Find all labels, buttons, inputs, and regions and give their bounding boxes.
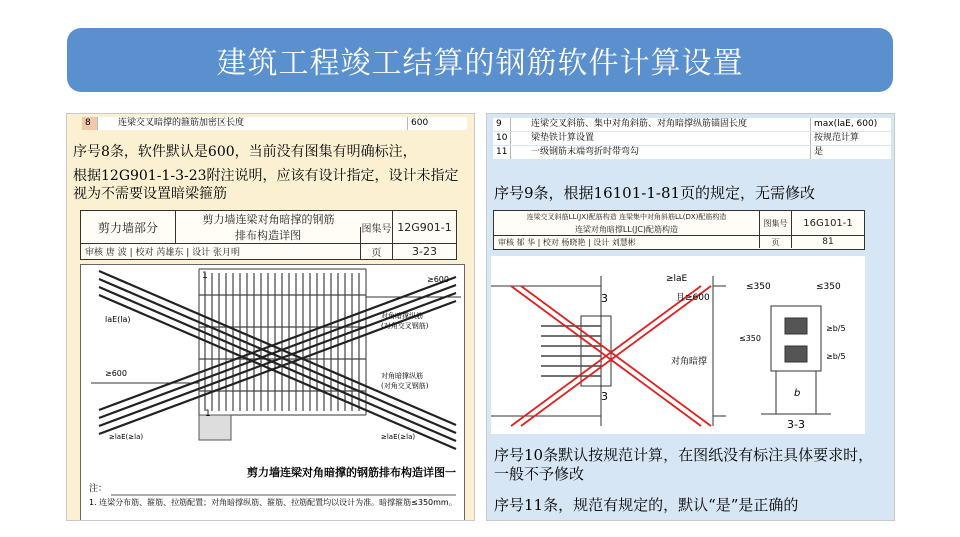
anchor-length-top: laE(la) [105,315,131,324]
description-10: 序号10条默认按规范计算，在图纸没有标注具体要求时，一般不予修改 [494,446,874,483]
description-11: 序号11条，规范有规定的，默认“是”是正确的 [494,496,799,514]
atlas-label: 图集号 [361,211,393,243]
brace-label-4: (对角交叉钢筋) [381,382,429,390]
anchor-length-bottom: ≥laE(≥la) [109,433,144,441]
dim-b: b [794,388,801,399]
setting-name: 连梁交叉斜筋、集中对角斜筋、对角暗撑纵筋锚固长度 [511,118,811,131]
anchor-length: ≥laE [666,274,688,284]
dim-b5-a: ≥b/5 [826,324,846,333]
section-marker-1b: 1 [205,409,211,419]
section-label: 3-3 [787,418,805,431]
sheet-title-2: 排布构造详图 [176,227,361,243]
dim-600: 且≥600 [676,293,710,303]
right-panel [486,113,895,521]
setting-value[interactable]: 按规范计算 [814,133,860,143]
setting-name: 一级钢筋末端弯折时带弯勾 [511,146,811,159]
brace-label-3: 对角暗撑纵筋 [381,372,423,380]
page-label: 页 [760,235,792,248]
sheet-title-1: 连梁交叉斜筋LL(JX)配筋构造 连梁集中对角斜筋LL(DX)配筋构造 [494,211,760,223]
dim-b5-b: ≥b/5 [826,352,846,361]
setting-row-11[interactable] [493,146,891,159]
sheet-signers: 审核 郁 华 | 校对 杨晓艳 | 设计 刘慧彬 [494,235,760,248]
dim-350-a: ≤350 [746,282,771,292]
brace-label-2: (对角交叉钢筋) [381,322,429,330]
setting-value[interactable]: 是 [814,147,824,157]
section-marker-3-bottom: 3 [601,390,608,403]
anchor-length-right: ≥laE(≥la) [381,433,416,441]
sheet-title-1: 剪力墙连梁对角暗撑的钢筋 [202,213,335,226]
setting-value[interactable]: max(laE, 600) [814,119,878,129]
setting-name: 梁垫铁计算设置 [511,132,811,145]
setting-value[interactable]: 600 [411,118,429,128]
atlas-number: 16G101-1 [803,217,853,229]
description-8-line1: 序号8条，软件默认是600，当前没有图集有明确标注， [73,144,417,160]
rebar-drawing-right [491,256,865,434]
setting-row-8[interactable] [82,117,467,130]
dim-600-bottom: ≥600 [105,369,127,378]
rebar-drawing-left [80,264,465,521]
page-label: 页 [361,243,393,259]
diagonal-label: 对角暗撑 [671,357,708,367]
setting-name: 连梁交叉暗撑的箍筋加密区长度 [98,117,408,130]
sheet-signers: 审核 唐 波 | 校对 芮雄东 | 设计 张月明 [81,243,361,259]
description-9: 序号9条，根据16101-1-81页的规定，无需修改 [494,184,816,202]
setting-row-10[interactable] [493,132,891,145]
row-number: 9 [493,118,511,131]
notes-item-1: 1. 连梁分布筋、箍筋、拉筋配置；对角暗撑纵筋、箍筋、拉筋配置均以设计为准。暗撑箍筋≤350mm。 [89,498,457,507]
row-number: 11 [493,146,511,159]
row-number: 8 [82,117,98,130]
section-marker-3-top: 3 [601,292,608,305]
notes-title: 注： [89,484,108,494]
dim-350-b: ≤350 [816,282,841,292]
diagonal-brace-drawing [81,265,464,520]
left-panel [66,113,475,521]
dim-600-top: ≥600 [427,275,449,284]
setting-row-9[interactable] [493,118,891,131]
sheet-title-2: 连梁对角暗撑LL(JC)配筋构造 [494,223,760,235]
brace-label-1: 对角暗撑纵筋 [381,312,423,320]
atlas-number: 12G901-1 [397,220,452,234]
dim-350-c: ≤350 [739,334,761,343]
section-marker-1: 1 [202,271,208,281]
row-number: 10 [493,132,511,145]
drawing-title-block [493,210,865,250]
page-title: 建筑工程竣工结算的钢筋软件计算设置 [67,28,893,92]
atlas-label: 图集号 [760,211,792,235]
sheet-part: 剪力墙部分 [81,211,176,243]
page-number: 81 [792,235,864,248]
drawing-title-block [80,210,457,260]
description-8-line2: 根据12G901-1-3-23附注说明，应该有设计指定，设计未指定视为不需要设置暗梁箍筋 [73,168,459,202]
figure-caption: 剪力墙连梁对角暗撑的钢筋排布构造详图一 [247,466,456,479]
page-number: 3-23 [393,243,456,259]
